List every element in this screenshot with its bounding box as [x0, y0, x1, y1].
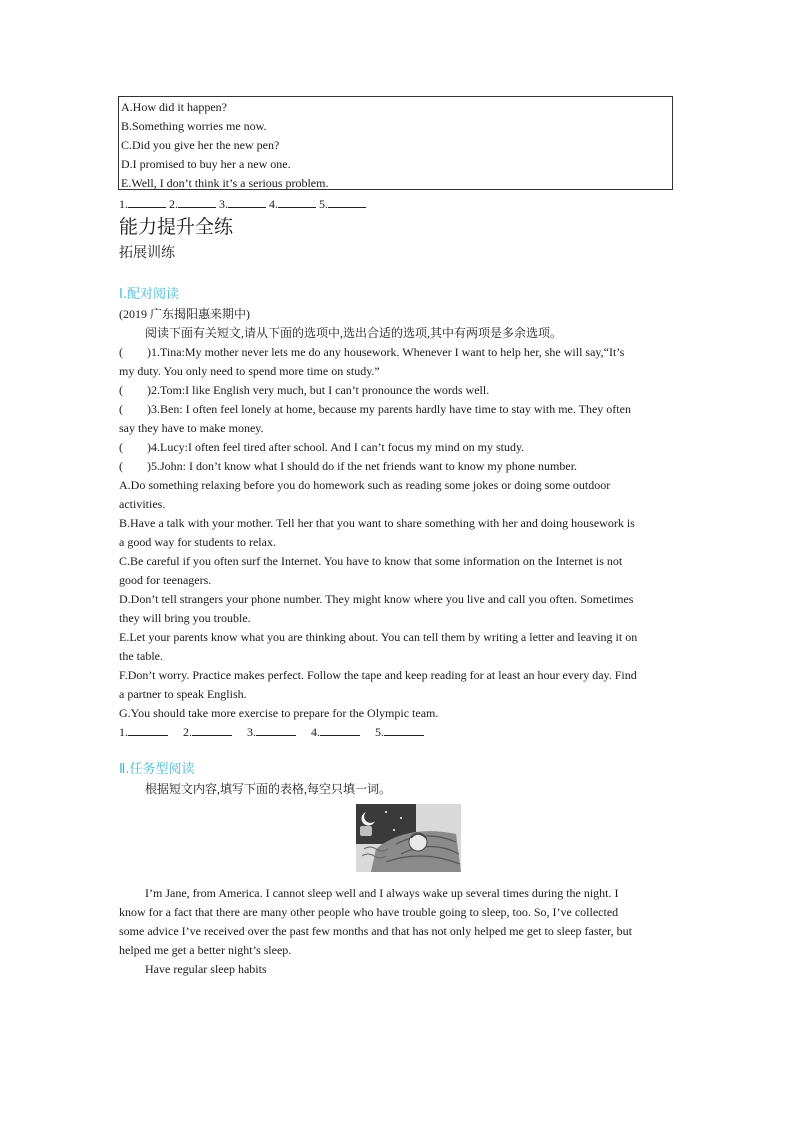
- choice-line: the table.: [119, 649, 163, 663]
- answer-label: 1.: [119, 725, 128, 739]
- question-line: ( )4.Lucy:I often feel tired after school. And I can’t focus my mind on my study.: [119, 440, 525, 454]
- choice-line: they will bring you trouble.: [119, 611, 251, 625]
- answer-label: 2.: [169, 197, 178, 211]
- answer-blank[interactable]: [192, 724, 232, 736]
- section1-instruction: 阅读下面有关短文,请从下面的选项中,选出合适的选项,其中有两项是多余选项。: [145, 326, 563, 340]
- option-e: E.Well, I don’t think it’s a serious problem.: [121, 176, 329, 190]
- choice-line: A.Do something relaxing before you do homework such as reading some jokes or doing some outdoor: [119, 478, 611, 492]
- answer-blank[interactable]: [178, 196, 216, 208]
- answer-label: 2.: [183, 725, 192, 739]
- answer-blank[interactable]: [128, 196, 166, 208]
- answer-blank[interactable]: [128, 724, 168, 736]
- passage-line: know for a fact that there are many other people who have trouble going to sleep, too. So, I’ve collected: [119, 905, 619, 919]
- question-line: ( )5.John: I don’t know what I should do if the net friends want to know my phone number.: [119, 459, 578, 473]
- page-title: 能力提升全练: [119, 216, 234, 238]
- passage-subheading: Have regular sleep habits: [145, 962, 267, 976]
- answer-blanks-2: [119, 723, 424, 742]
- question-line: my duty. You only need to spend more time on study.”: [119, 364, 380, 378]
- choice-line: F.Don’t worry. Practice makes perfect. Follow the tape and keep reading for at least an hour every day. Find: [119, 668, 637, 682]
- choice-line: a good way for students to relax.: [119, 535, 276, 549]
- choice-line: good for teenagers.: [119, 573, 212, 587]
- passage-line: I’m Jane, from America. I cannot sleep well and I always wake up several times during the night. I: [145, 886, 619, 900]
- choice-line: D.Don’t tell strangers your phone number. They might know where you live and call you often. Sometimes: [119, 592, 634, 606]
- answer-label: 3.: [219, 197, 228, 211]
- passage-line: some advice I’ve received over the past few months and that has not only helped me get to sleep faster, but: [119, 924, 633, 938]
- option-c: C.Did you give her the new pen?: [121, 138, 280, 152]
- answer-blanks-1: [119, 195, 366, 214]
- answer-blank[interactable]: [328, 196, 366, 208]
- section1-source: (2019 广东揭阳惠来期中): [119, 307, 250, 321]
- option-d: D.I promised to buy her a new one.: [121, 157, 291, 171]
- question-line: ( )2.Tom:I like English very much, but I can’t pronounce the words well.: [119, 383, 490, 397]
- passage-line: helped me get a better night’s sleep.: [119, 943, 292, 957]
- answer-label: 5.: [319, 197, 328, 211]
- answer-label: 5.: [375, 725, 384, 739]
- options-box: [118, 96, 673, 190]
- question-line: say they have to make money.: [119, 421, 264, 435]
- answer-label: 3.: [247, 725, 256, 739]
- question-line: ( )3.Ben: I often feel lonely at home, because my parents hardly have time to stay with me. They often: [119, 402, 631, 416]
- answer-blank[interactable]: [320, 724, 360, 736]
- option-b: B.Something worries me now.: [121, 119, 267, 133]
- choice-line: G.You should take more exercise to prepare for the Olympic team.: [119, 706, 439, 720]
- answer-blank[interactable]: [228, 196, 266, 208]
- choice-line: activities.: [119, 497, 166, 511]
- answer-label: 1.: [119, 197, 128, 211]
- answer-label: 4.: [269, 197, 278, 211]
- section2-instruction: 根据短文内容,填写下面的表格,每空只填一词。: [145, 782, 392, 796]
- answer-blank[interactable]: [384, 724, 424, 736]
- question-line: ( )1.Tina:My mother never lets me do any housework. Whenever I want to help her, she will say,“It’s: [119, 345, 625, 359]
- sleeping-illustration: [356, 804, 461, 872]
- answer-label: 4.: [311, 725, 320, 739]
- choice-line: C.Be careful if you often surf the Internet. You have to know that some information on the Internet is not: [119, 554, 623, 568]
- section1-title: Ⅰ.配对阅读: [119, 287, 179, 302]
- page-subtitle: 拓展训练: [119, 245, 175, 261]
- answer-blank[interactable]: [278, 196, 316, 208]
- choice-line: a partner to speak English.: [119, 687, 247, 701]
- option-a: A.How did it happen?: [121, 100, 227, 114]
- choice-line: E.Let your parents know what you are thinking about. You can tell them by writing a letter and leaving it on: [119, 630, 638, 644]
- answer-blank[interactable]: [256, 724, 296, 736]
- section2-title: Ⅱ.任务型阅读: [119, 762, 195, 777]
- choice-line: B.Have a talk with your mother. Tell her that you want to share something with her and doing housework is: [119, 516, 635, 530]
